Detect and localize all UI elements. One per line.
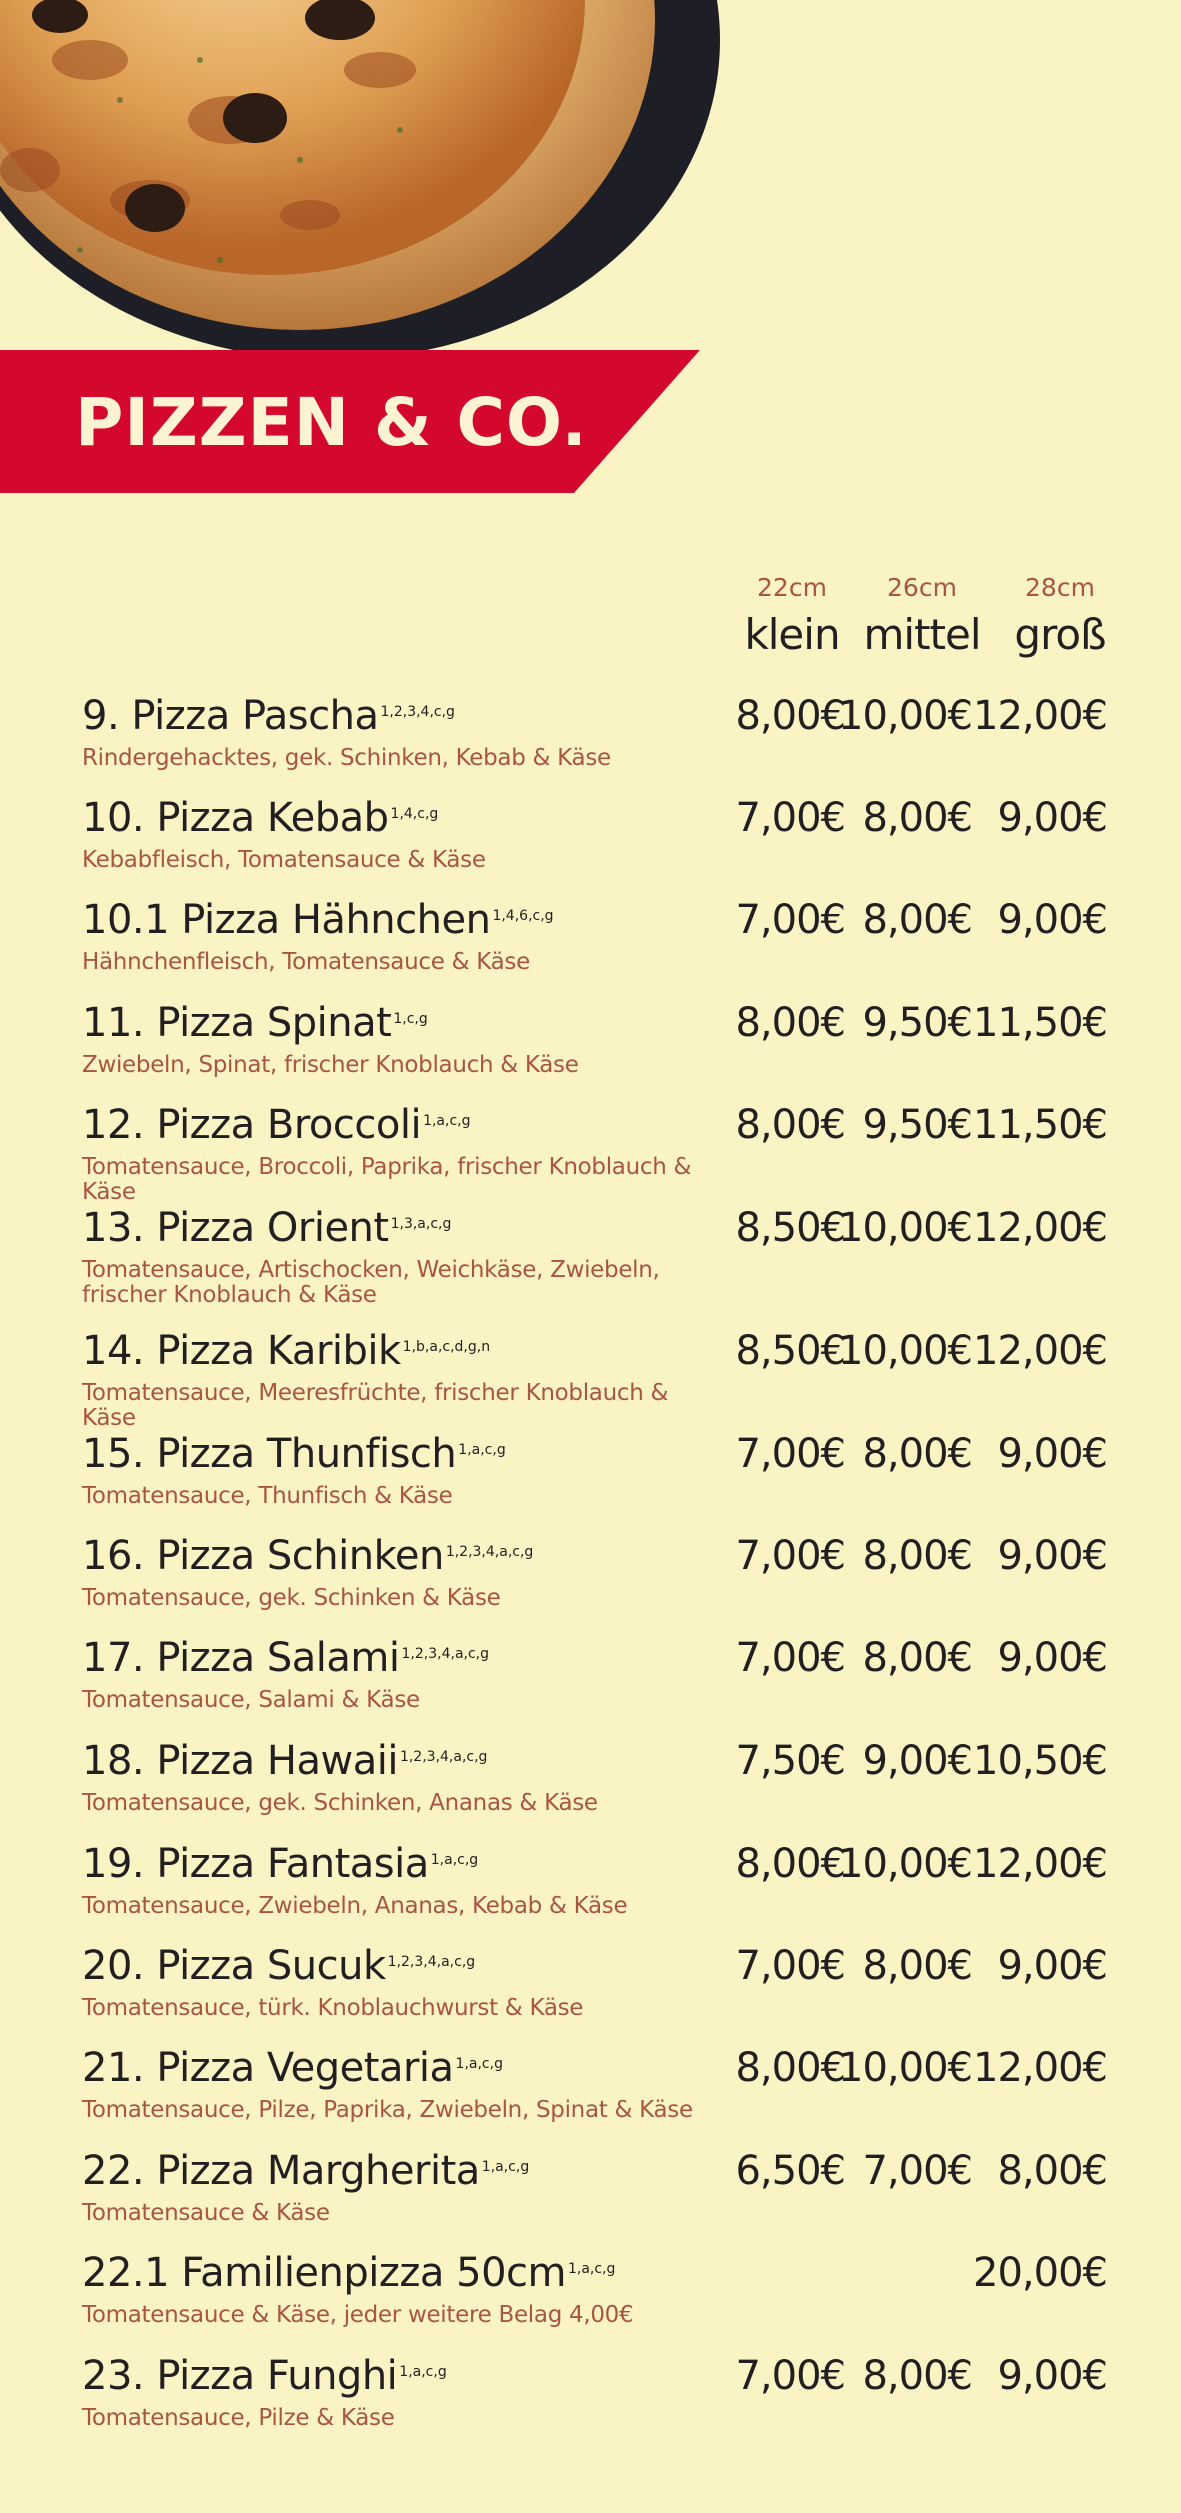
allergen-codes: 1,4,c,g <box>390 806 439 822</box>
price-medium: 8,00€ <box>862 795 972 841</box>
price-large: 9,00€ <box>997 1431 1107 1477</box>
menu-item <box>82 2040 1107 2142</box>
price-large: 9,00€ <box>997 1943 1107 1989</box>
menu-item <box>82 2348 1107 2450</box>
item-description: Tomatensauce, Pilze, Paprika, Zwiebeln, Spinat & Käse <box>82 2097 693 2123</box>
menu-item <box>82 1323 1107 1431</box>
price-large: 12,00€ <box>973 2045 1107 2091</box>
item-name <box>82 995 428 1051</box>
item-description: Tomatensauce, Artischocken, Weichkäse, Zwiebeln, frischer Knoblauch & Käse <box>82 1257 660 1308</box>
price-large: 12,00€ <box>973 1205 1107 1251</box>
menu-item <box>82 2143 1107 2245</box>
item-description: Tomatensauce, türk. Knoblauchwurst & Käse <box>82 1995 584 2021</box>
allergen-codes: 1,b,a,c,d,g,n <box>402 1339 491 1355</box>
price-medium: 10,00€ <box>838 1205 972 1251</box>
price-small: 7,00€ <box>735 795 845 841</box>
price-medium: 10,00€ <box>838 693 972 739</box>
price-medium: 10,00€ <box>838 1328 972 1374</box>
menu-item <box>82 688 1107 790</box>
size-cm: 22cm <box>757 573 827 602</box>
price-large: 9,00€ <box>997 897 1107 943</box>
item-title: 22.1 Familienpizza 50cm <box>82 2250 566 2296</box>
price-small: 8,50€ <box>735 1328 845 1374</box>
item-name <box>82 1528 533 1584</box>
price-medium: 8,00€ <box>862 1943 972 1989</box>
item-name <box>82 1630 489 1686</box>
menu-item <box>82 1630 1107 1732</box>
menu-item <box>82 1938 1107 2040</box>
item-description: Tomatensauce, gek. Schinken, Ananas & Käse <box>82 1790 598 1816</box>
price-large: 12,00€ <box>973 1328 1107 1374</box>
item-description: Rindergehacktes, gek. Schinken, Kebab & Käse <box>82 745 611 771</box>
item-name <box>82 1426 506 1482</box>
menu-item <box>82 1426 1107 1528</box>
size-header-medium <box>847 568 997 662</box>
item-name <box>82 790 438 846</box>
price-medium: 9,50€ <box>862 1102 972 1148</box>
item-name <box>82 2245 615 2301</box>
price-large: 9,00€ <box>997 795 1107 841</box>
item-name <box>82 1097 471 1153</box>
allergen-codes: 1,3,a,c,g <box>390 1216 452 1232</box>
price-small: 7,50€ <box>735 1738 845 1784</box>
item-name <box>82 2143 529 2199</box>
allergen-codes: 1,a,c,g <box>481 2159 530 2175</box>
price-medium: 8,00€ <box>862 1533 972 1579</box>
pizza-photo <box>0 0 720 360</box>
item-title: 20. Pizza Sucuk <box>82 1943 386 1989</box>
item-description: Tomatensauce & Käse <box>82 2200 330 2226</box>
allergen-codes: 1,a,c,g <box>455 2056 503 2072</box>
menu-item <box>82 790 1107 892</box>
price-small: 6,50€ <box>735 2148 845 2194</box>
item-title: 10. Pizza Kebab <box>82 795 389 841</box>
price-large: 12,00€ <box>973 693 1107 739</box>
item-title: 15. Pizza Thunfisch <box>82 1431 457 1477</box>
price-large: 20,00€ <box>973 2250 1107 2296</box>
item-name <box>82 1200 451 1256</box>
price-medium: 8,00€ <box>862 2353 972 2399</box>
allergen-codes: 1,a,c,g <box>458 1442 506 1458</box>
item-title: 10.1 Pizza Hähnchen <box>82 897 491 943</box>
price-small: 8,00€ <box>735 1841 845 1887</box>
allergen-codes: 1,a,c,g <box>399 2364 447 2380</box>
price-large: 12,00€ <box>973 1841 1107 1887</box>
size-header-large <box>985 568 1135 662</box>
menu-item <box>82 1200 1107 1308</box>
item-name <box>82 688 455 744</box>
size-name: mittel <box>863 610 981 659</box>
item-title: 18. Pizza Hawaii <box>82 1738 398 1784</box>
item-title: 14. Pizza Karibik <box>82 1328 401 1374</box>
item-title: 23. Pizza Funghi <box>82 2353 398 2399</box>
price-medium: 10,00€ <box>838 1841 972 1887</box>
menu-item <box>82 2245 1107 2347</box>
size-header-small <box>717 568 867 662</box>
price-small: 7,00€ <box>735 1431 845 1477</box>
price-small: 7,00€ <box>735 1533 845 1579</box>
menu-item <box>82 1528 1107 1630</box>
allergen-codes: 1,a,c,g <box>567 2261 616 2277</box>
price-medium: 10,00€ <box>838 2045 972 2091</box>
size-name: klein <box>744 610 840 659</box>
price-large: 11,50€ <box>973 1102 1107 1148</box>
item-name <box>82 2040 503 2096</box>
allergen-codes: 1,4,6,c,g <box>492 908 554 924</box>
item-description: Tomatensauce, Zwiebeln, Ananas, Kebab & Käse <box>82 1893 628 1919</box>
price-large: 11,50€ <box>973 1000 1107 1046</box>
price-medium: 8,00€ <box>862 1431 972 1477</box>
allergen-codes: 1,a,c,g <box>430 1852 479 1868</box>
allergen-codes: 1,2,3,4,a,c,g <box>445 1544 534 1560</box>
price-small: 8,50€ <box>735 1205 845 1251</box>
item-title: 19. Pizza Fantasia <box>82 1841 429 1887</box>
allergen-codes: 1,a,c,g <box>423 1113 471 1129</box>
menu-item <box>82 892 1107 994</box>
price-small: 8,00€ <box>735 693 845 739</box>
item-description: Tomatensauce, gek. Schinken & Käse <box>82 1585 501 1611</box>
price-medium: 9,50€ <box>862 1000 972 1046</box>
price-small: 7,00€ <box>735 2353 845 2399</box>
size-cm: 26cm <box>887 573 957 602</box>
item-name <box>82 1938 475 1994</box>
item-title: 12. Pizza Broccoli <box>82 1102 422 1148</box>
price-small: 8,00€ <box>735 2045 845 2091</box>
item-title: 13. Pizza Orient <box>82 1205 389 1251</box>
item-description: Kebabfleisch, Tomatensauce & Käse <box>82 847 486 873</box>
size-cm: 28cm <box>1025 573 1095 602</box>
item-name <box>82 1323 490 1379</box>
price-medium: 7,00€ <box>862 2148 972 2194</box>
price-medium: 8,00€ <box>862 1635 972 1681</box>
allergen-codes: 1,2,3,4,a,c,g <box>387 1954 476 1970</box>
item-name <box>82 1733 487 1789</box>
item-description: Tomatensauce, Meeresfrüchte, frischer Knoblauch & Käse <box>82 1380 669 1431</box>
item-name <box>82 2348 447 2404</box>
price-large: 9,00€ <box>997 1635 1107 1681</box>
menu-item <box>82 995 1107 1097</box>
price-large: 10,50€ <box>973 1738 1107 1784</box>
price-medium: 9,00€ <box>862 1738 972 1784</box>
price-large: 9,00€ <box>997 1533 1107 1579</box>
item-description: Tomatensauce, Broccoli, Paprika, frischer Knoblauch & Käse <box>82 1154 692 1205</box>
item-title: 16. Pizza Schinken <box>82 1533 444 1579</box>
allergen-codes: 1,2,3,4,a,c,g <box>401 1646 490 1662</box>
price-large: 9,00€ <box>997 2353 1107 2399</box>
menu-item <box>82 1733 1107 1835</box>
price-small: 7,00€ <box>735 897 845 943</box>
price-medium: 8,00€ <box>862 897 972 943</box>
item-title: 11. Pizza Spinat <box>82 1000 392 1046</box>
item-title: 17. Pizza Salami <box>82 1635 400 1681</box>
price-small: 7,00€ <box>735 1635 845 1681</box>
item-name <box>82 1836 478 1892</box>
item-description: Hähnchenfleisch, Tomatensauce & Käse <box>82 949 530 975</box>
item-description: Zwiebeln, Spinat, frischer Knoblauch & Käse <box>82 1052 579 1078</box>
price-small: 8,00€ <box>735 1102 845 1148</box>
item-description: Tomatensauce, Salami & Käse <box>82 1687 420 1713</box>
menu-item <box>82 1097 1107 1205</box>
allergen-codes: 1,c,g <box>393 1011 428 1027</box>
allergen-codes: 1,2,3,4,a,c,g <box>399 1749 488 1765</box>
section-title: PIZZEN & CO. <box>75 384 588 461</box>
price-small: 8,00€ <box>735 1000 845 1046</box>
item-description: Tomatensauce, Pilze & Käse <box>82 2405 395 2431</box>
price-small: 7,00€ <box>735 1943 845 1989</box>
item-name <box>82 892 554 948</box>
item-title: 21. Pizza Vegetaria <box>82 2045 454 2091</box>
size-name: groß <box>1014 610 1106 659</box>
menu-item <box>82 1836 1107 1938</box>
item-title: 22. Pizza Margherita <box>82 2148 480 2194</box>
item-title: 9. Pizza Pascha <box>82 693 379 739</box>
item-description: Tomatensauce & Käse, jeder weitere Belag 4,00€ <box>82 2302 634 2328</box>
item-description: Tomatensauce, Thunfisch & Käse <box>82 1483 453 1509</box>
allergen-codes: 1,2,3,4,c,g <box>380 704 455 720</box>
price-large: 8,00€ <box>997 2148 1107 2194</box>
